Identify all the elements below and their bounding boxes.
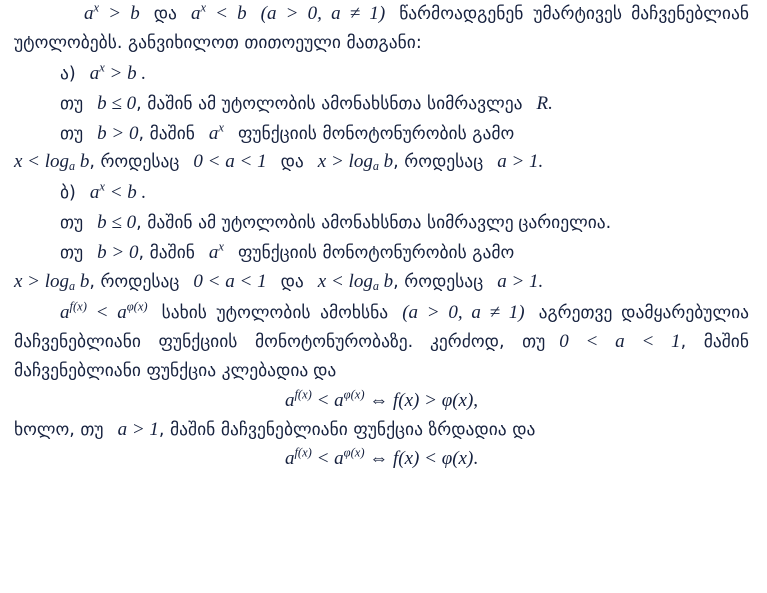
math-case-a: $a^x > b$ .	[89, 60, 147, 84]
label-case-a: ა)	[60, 63, 76, 84]
punct-period-1: .	[548, 92, 553, 114]
math-b-gt-0: b > 0	[97, 122, 139, 144]
paragraph-intro	[14, 0, 749, 58]
math-x-gt-log-2: $x > \log_a b$	[14, 270, 90, 294]
text-monotonic-2: ფუნქციის მონოტონურობის გამო	[237, 243, 515, 263]
math-ax-2: $a^x$	[208, 239, 224, 263]
math-case-b: $a^x < b$ .	[89, 179, 147, 204]
paragraph-case-a-sub2	[14, 120, 749, 149]
equation-decreasing	[14, 387, 749, 416]
paragraph-case-a-sub1	[14, 90, 749, 119]
paragraph-increasing	[14, 416, 749, 445]
math-x-lt-log: $x < \log_a b$	[14, 151, 90, 174]
math-a-gt-1-3: a > 1	[117, 419, 159, 441]
text-if-4: თუ	[60, 243, 84, 263]
math-x-gt-log: $x > \log_a b$	[317, 151, 394, 174]
text-when-4: , როდესაც	[393, 271, 484, 292]
math-equiv-decreasing: $a^{f(x)} < a^{\varphi(x)}$ ⇔ f(x) > φ(x),	[284, 388, 479, 412]
text-increasing: , მაშინ მაჩვენებლიანი ფუნქცია ზრდადია და	[158, 420, 536, 441]
paragraph-case-a	[14, 60, 749, 89]
text-if-1: თუ	[60, 93, 84, 114]
math-b-le-0-2: b ≤ 0	[97, 212, 137, 234]
text-then-1: , მაშინ	[138, 123, 195, 144]
paragraph-general-form	[14, 299, 749, 386]
math-b-le-0: b ≤ 0	[97, 92, 137, 114]
math-expr-ax-lt-b: $a^x < b$	[190, 0, 247, 24]
text-particularly: კერძოდ, თუ	[429, 331, 546, 352]
math-condition-a: (a > 0, a ≠ 1)	[260, 3, 386, 24]
text-empty-set: ცარიელია.	[518, 213, 612, 234]
math-expr-ax-gt-b: $a^x > b$	[84, 0, 140, 24]
text-when-3: , როდესაც	[89, 271, 180, 292]
math-a-gt-1-1: a > 1	[497, 151, 539, 173]
paragraph-case-a-solution	[14, 148, 749, 177]
math-condition-a-2: (a > 0, a ≠ 1)	[402, 301, 525, 323]
paragraph-case-b	[14, 179, 749, 208]
math-0-lt-a-lt-1-2: 0 < a < 1	[193, 270, 267, 292]
text-also: აგრეთვე	[538, 302, 613, 323]
text-then-2: , მაშინ	[138, 243, 195, 263]
text-intro-tail: წარმოადგენენ უმარტივეს	[399, 4, 622, 24]
text-a-sub1-mid: , მაშინ ამ უტოლობის ამონახსნთა სიმრავლეა	[136, 93, 523, 114]
punct-period-3: .	[538, 270, 544, 292]
math-b-gt-0-2: b > 0	[97, 242, 139, 263]
text-intro-line2: მაჩვენებლიან უტოლობებს. განვიხილოთ თითოეული მათგანი:	[14, 4, 749, 53]
paragraph-case-b-sub1	[14, 209, 749, 238]
math-a-gt-1-2: a > 1	[497, 270, 539, 292]
paragraph-case-b-solution	[14, 268, 749, 297]
text-whereas-if: ხოლო, თუ	[14, 420, 104, 441]
text-when-2: , როდესაც	[393, 152, 484, 173]
text-if-2: თუ	[60, 123, 84, 144]
punct-period-2: .	[538, 151, 544, 173]
text-monotonic-1: ფუნქციის მონოტონურობის გამო	[237, 123, 515, 144]
math-x-lt-log-2: $x < \log_a b$	[317, 270, 394, 294]
text-general-form: სახის უტოლობის ამოხსნა	[161, 302, 389, 323]
text-and-1: და	[153, 4, 177, 24]
text-based-on-monotonic: დამყარებულია მაჩვენებლიანი ფუნქციის მონოტონურობაზე.	[14, 302, 750, 352]
math-af-lt-aphi: $a^{f(x)} < a^{\varphi(x)}$	[60, 299, 148, 323]
text-and-3: და	[280, 271, 304, 292]
math-0-lt-a-lt-1-1: 0 < a < 1	[193, 151, 267, 173]
math-set-R: R	[536, 92, 549, 114]
text-when-1: , როდესაც	[89, 152, 180, 173]
math-equiv-increasing: $a^{f(x)} < a^{\varphi(x)}$ ⇔ f(x) < φ(x).	[284, 445, 479, 470]
equation-increasing	[14, 445, 749, 474]
math-ax-1: $a^x$	[208, 120, 224, 144]
math-0-lt-a-lt-1-3: 0 < a < 1	[559, 330, 681, 352]
label-case-b: ბ)	[60, 183, 76, 204]
text-decreasing: , მაშინ მაჩვენებლიანი ფუნქცია კლებადია	[14, 331, 750, 381]
text-b-sub1-mid: , მაშინ ამ უტოლობის ამონახსნთა სიმრავლე	[136, 213, 514, 234]
text-if-3: თუ	[60, 213, 84, 234]
text-and-4: და	[313, 360, 337, 381]
text-and-2: და	[280, 152, 304, 173]
paragraph-case-b-sub2	[14, 239, 749, 268]
